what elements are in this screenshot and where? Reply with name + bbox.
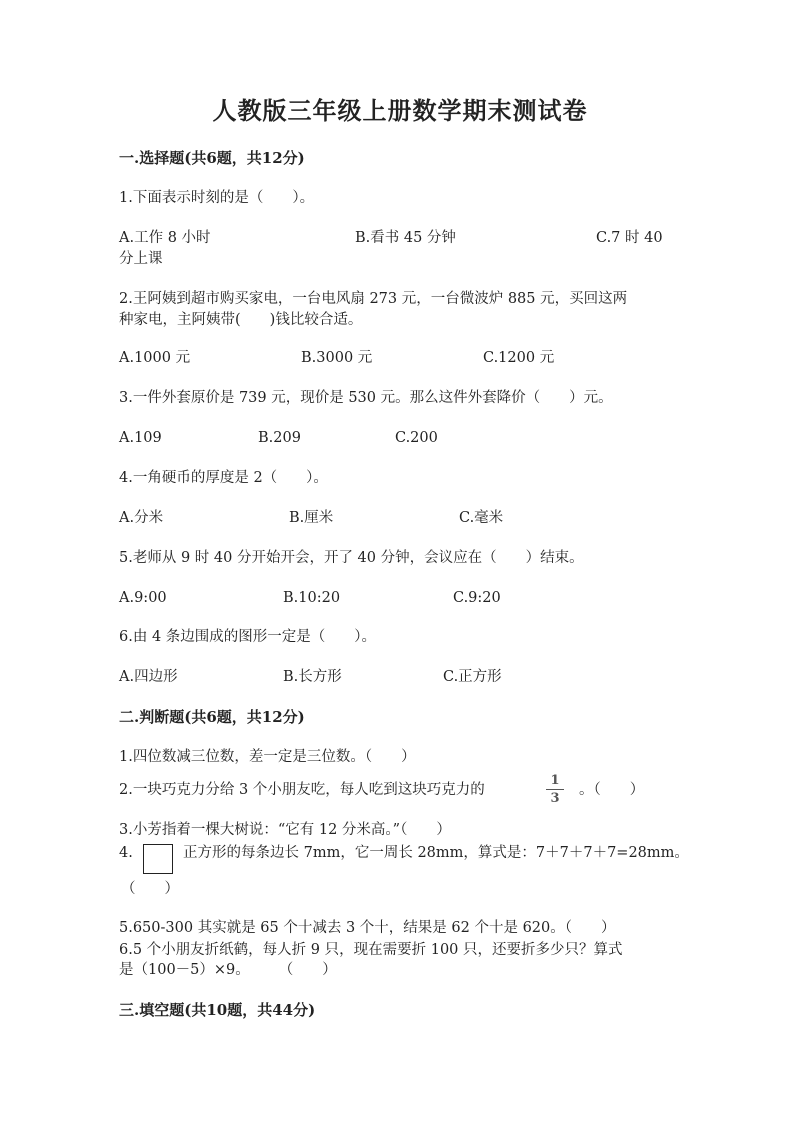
question-2-option-c: C.1200 元 <box>483 350 555 366</box>
section-heading-judge: 二.判断题(共6题，共12分) <box>119 708 305 726</box>
page-title: 人教版三年级上册数学期末测试卷 <box>212 96 588 125</box>
question-1-option-b: B.看书 45 分钟 <box>355 230 456 246</box>
question-2-option-b: B.3000 元 <box>301 350 373 366</box>
question-5-option-c: C.9:20 <box>453 590 501 606</box>
judge-4-number: 4. <box>119 845 133 861</box>
question-1-option-c: C.7 时 40 <box>596 230 663 246</box>
question-1-option-c-continued: 分上课 <box>119 251 163 267</box>
question-6-option-c: C.正方形 <box>443 669 502 685</box>
judge-1: 1.四位数减三位数，差一定是三位数。（ ） <box>119 749 416 765</box>
question-4-option-a: A.分米 <box>119 510 164 526</box>
judge-2-paren: 。（ ） <box>579 782 645 798</box>
question-2-stem-line2: 种家电，主阿姨带( )钱比较合适。 <box>119 312 363 328</box>
judge-6-line1: 6.5 个小朋友折纸鹤，每人折 9 只，现在需要折 100 只，还要折多少只？算式 <box>119 942 623 958</box>
question-5-option-a: A.9:00 <box>119 590 167 606</box>
question-4-option-b: B.厘米 <box>289 510 334 526</box>
question-4-option-c: C.毫米 <box>459 510 504 526</box>
question-6-option-b: B.长方形 <box>283 669 342 685</box>
question-5-stem: 5.老师从 9 时 40 分开始开会，开了 40 分钟，会议应在（ ）结束。 <box>119 550 584 566</box>
fraction-bar <box>546 789 564 790</box>
question-6-stem: 6.由 4 条边围成的图形一定是（ ）。 <box>119 629 377 645</box>
square-figure <box>143 844 173 874</box>
judge-6-line2: 是（100－5）×9。 （ ） <box>119 962 337 978</box>
question-1-stem: 1.下面表示时刻的是（ ）。 <box>119 190 315 206</box>
judge-3: 3.小芳指着一棵大树说：“它有 12 分米高。”（ ） <box>119 822 451 838</box>
question-5-option-b: B.10:20 <box>283 590 341 606</box>
judge-4-paren: （ ） <box>121 881 179 897</box>
question-3-stem: 3.一件外套原价是 739 元，现价是 530 元。那么这件外套降价（ ）元。 <box>119 390 613 406</box>
judge-5: 5.650-300 其实就是 65 个十减去 3 个十，结果是 62 个十是 620。（ ） <box>119 920 616 936</box>
fraction-one-third <box>546 773 564 806</box>
question-6-option-a: A.四边形 <box>119 669 178 685</box>
question-2-option-a: A.1000 元 <box>119 350 191 366</box>
fraction-denominator: 3 <box>550 791 560 806</box>
judge-4-text: 正方形的每条边长 7mm，它一周长 28mm，算式是：7＋7＋7＋7=28mm。 <box>183 845 689 861</box>
section-heading-choice: 一.选择题(共6题，共12分) <box>119 149 305 167</box>
question-3-option-a: A.109 <box>119 430 162 446</box>
question-3-option-c: C.200 <box>395 430 438 446</box>
question-3-option-b: B.209 <box>258 430 301 446</box>
fraction-numerator: 1 <box>550 773 560 788</box>
question-2-stem-line1: 2.王阿姨到超市购买家电，一台电风扇 273 元，一台微波炉 885 元，买回这两 <box>119 291 628 307</box>
question-4-stem: 4.一角硬币的厚度是 2（ ）。 <box>119 470 328 486</box>
section-heading-fill: 三.填空题(共10题，共44分) <box>119 1001 316 1019</box>
judge-2-text: 2.一块巧克力分给 3 个小朋友吃，每人吃到这块巧克力的 <box>119 782 485 798</box>
question-1-option-a: A.工作 8 小时 <box>119 230 211 246</box>
